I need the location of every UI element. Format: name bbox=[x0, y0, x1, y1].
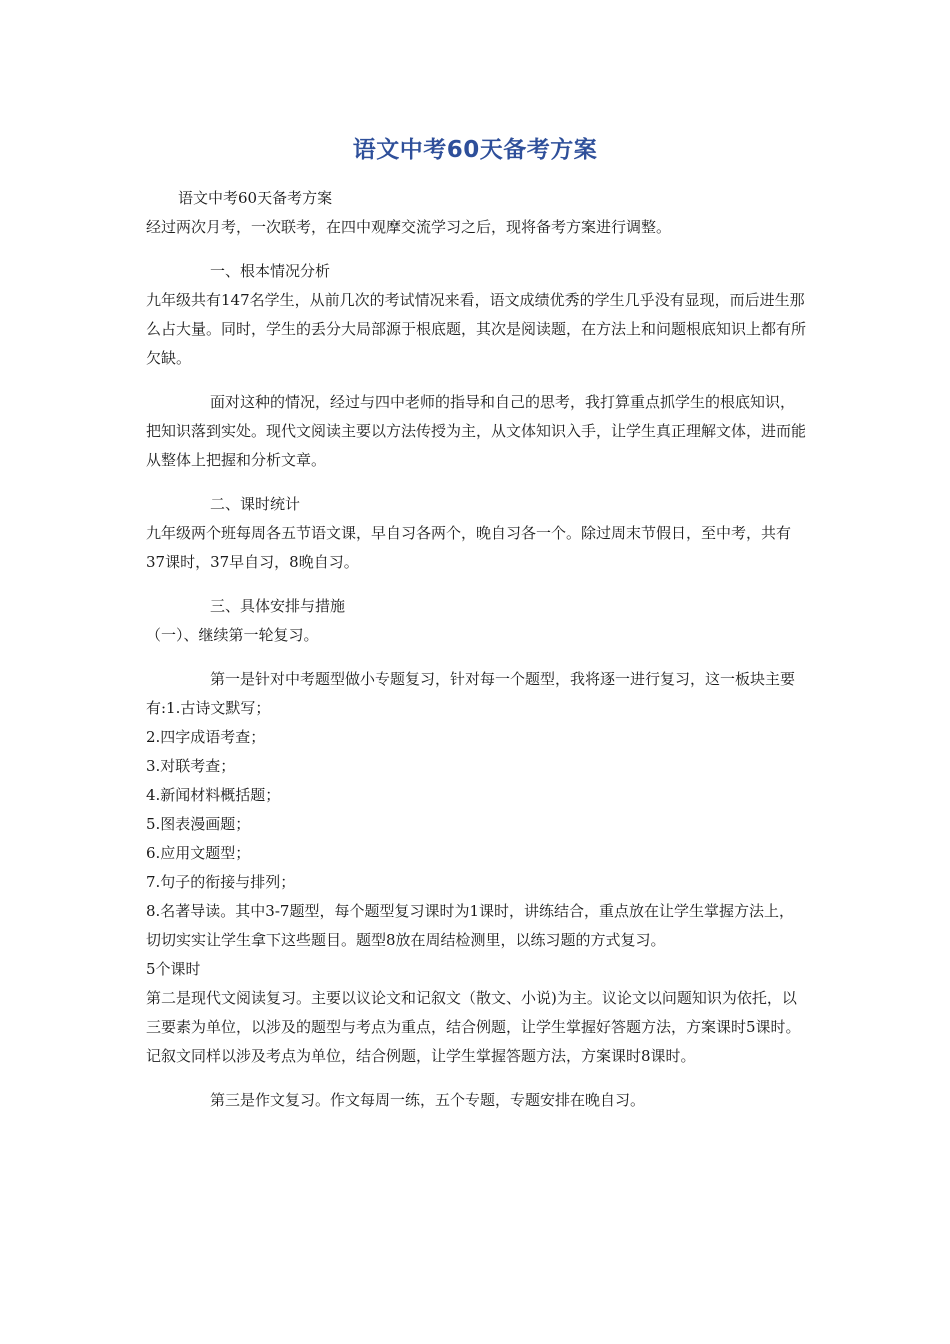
paragraph-third-review: 第三是作文复习。作文每周一练，五个专题，专题安排在晚自习。 bbox=[210, 1091, 646, 1109]
section-heading-3: 三、具体安排与措施 bbox=[210, 597, 346, 615]
section-heading-2: 二、课时统计 bbox=[210, 495, 301, 513]
section-heading-1: 一、根本情况分析 bbox=[210, 262, 331, 280]
paragraph-hours: 九年级两个班每周各五节语文课，早自习各两个，晚自习各一个。除过周末节假日，至中考，共有37课时，37早自习，8晚自习。 bbox=[146, 524, 792, 571]
list-item: 4.新闻材料概括题； bbox=[146, 786, 281, 804]
paragraph-situation: 九年级共有147名学生，从前几次的考试情况来看，语文成绩优秀的学生几乎没有显现，而后进生那么占大量。同时，学生的丢分大局部源于根底题，其次是阅读题，在方法上和问题根底知识上都有所欠缺。 bbox=[146, 291, 807, 367]
paragraph-intro: 经过两次月考，一次联考，在四中观摩交流学习之后，现将备考方案进行调整。 bbox=[146, 218, 672, 236]
paragraph-first-review: 第一是针对中考题型做小专题复习，针对每一个题型，我将逐一进行复习，这一板块主要有:1.古诗文默写； bbox=[146, 670, 796, 717]
list-item: 5.图表漫画题； bbox=[146, 815, 251, 833]
document-body bbox=[146, 184, 806, 1115]
list-item: 2.四字成语考查； bbox=[146, 728, 266, 746]
paragraph-plan: 面对这种的情况，经过与四中老师的指导和自己的思考，我打算重点抓学生的根底知识，把知识落到实处。现代文阅读主要以方法传授为主，从文体知识入手，让学生真正理解文体，进而能从整体上把握和分析文章。 bbox=[146, 393, 807, 469]
document-title: 语文中考60天备考方案 bbox=[352, 137, 598, 163]
list-item: 7.句子的衔接与排列； bbox=[146, 873, 296, 891]
paragraph-subtitle: 语文中考60天备考方案 bbox=[178, 189, 333, 207]
subsection-heading-1: （一）、继续第一轮复习。 bbox=[146, 626, 319, 644]
paragraph-hours-note: 5个课时 bbox=[146, 960, 201, 978]
list-item: 6.应用文题型； bbox=[146, 844, 251, 862]
list-item: 8.名著导读。其中3-7题型，每个题型复习课时为1课时，讲练结合，重点放在让学生掌握方法上，切切实实让学生拿下这些题目。题型8放在周结检测里，以练习题的方式复习。 bbox=[146, 902, 795, 949]
list-item: 3.对联考查； bbox=[146, 757, 236, 775]
paragraph-second-review: 第二是现代文阅读复习。主要以议论文和记叙文（散文、小说)为主。议论文以问题知识为依托，以三要素为单位，以涉及的题型与考点为重点，结合例题，让学生掌握好答题方法，方案课时5课时。记叙文同样以涉及考点为单位，结合例题，让学生掌握答题方法，方案课时8课时。 bbox=[146, 989, 801, 1065]
